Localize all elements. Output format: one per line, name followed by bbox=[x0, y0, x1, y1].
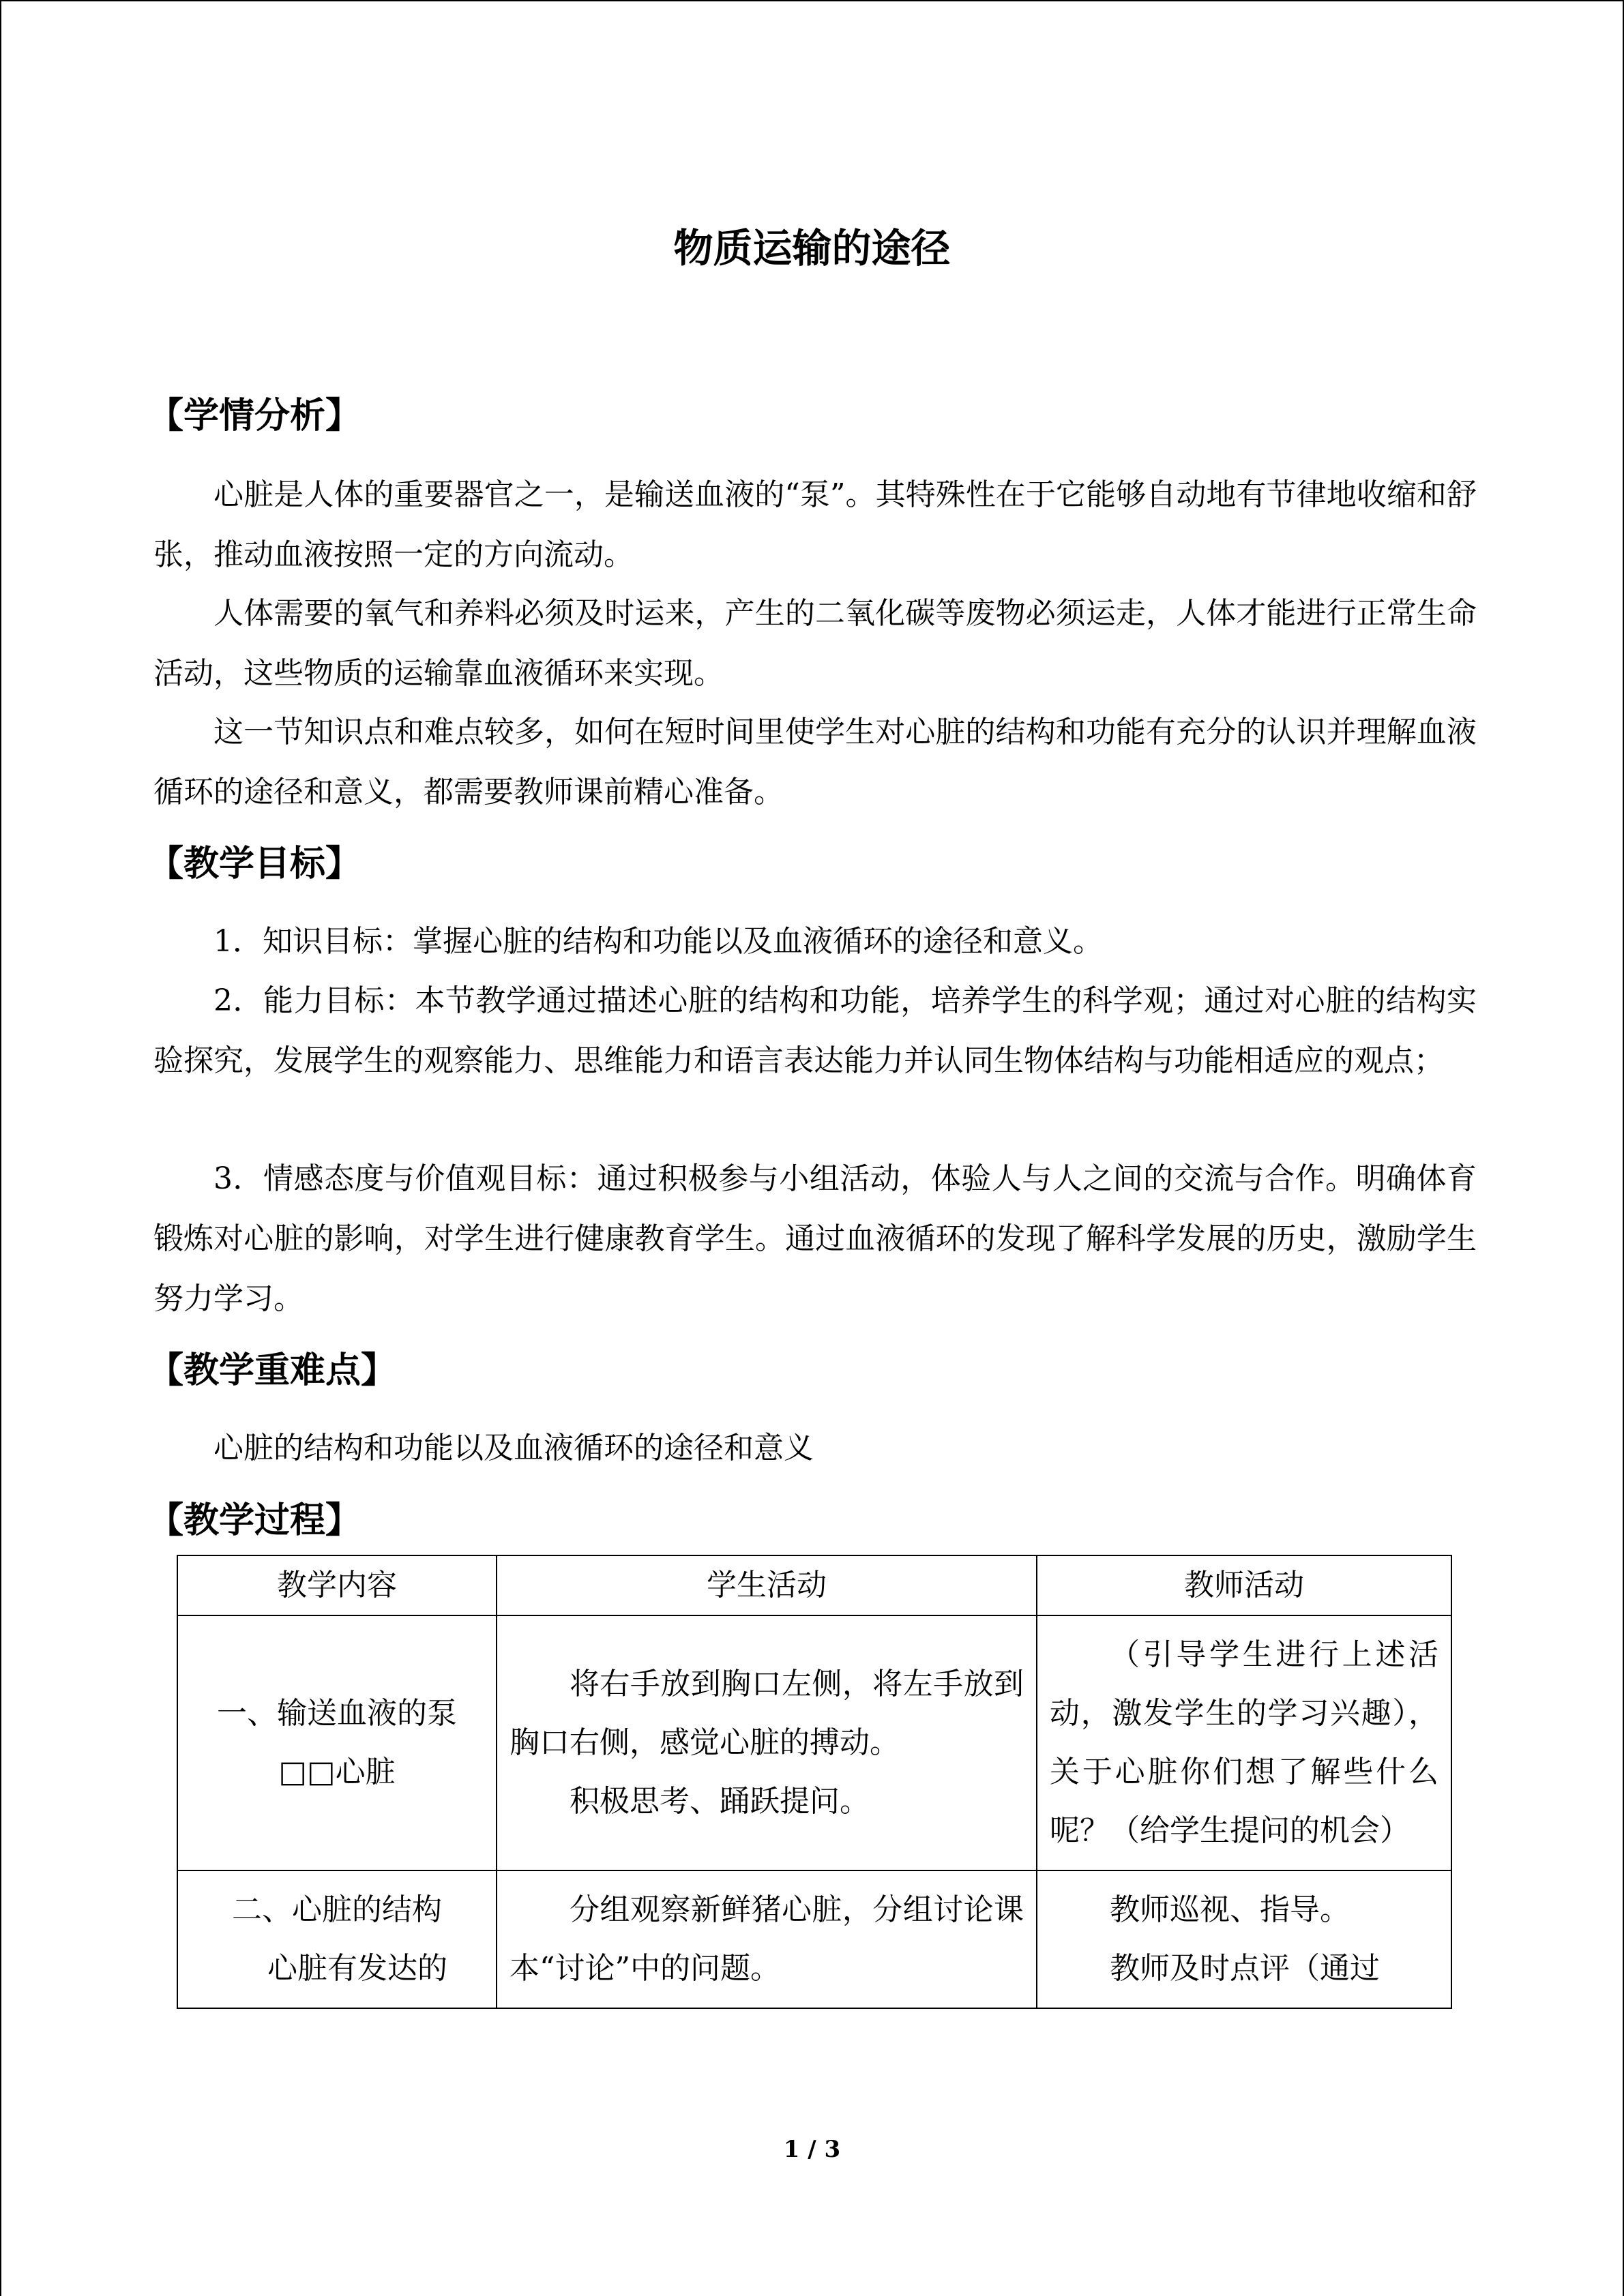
section-heading-process: 【教学过程】 bbox=[148, 1500, 361, 1541]
teaching-process-table bbox=[177, 1555, 1452, 2009]
section-heading-analysis: 【学情分析】 bbox=[148, 396, 361, 436]
goal-item-1: 1．知识目标：掌握心脏的结构和功能以及血液循环的途径和意义。 bbox=[213, 924, 1103, 959]
content-line: 心脏有发达的 bbox=[267, 1951, 447, 1986]
teacher-activity-text: （引导学生进行上述活动，激发学生的学习兴趣），关于心脏你们想了解些什么呢？（给学生提问的机会） bbox=[1050, 1637, 1438, 1848]
table-row bbox=[177, 1615, 1451, 1870]
table-header-content: 教学内容 bbox=[177, 1555, 497, 1615]
analysis-paragraph-2: 人体需要的氧气和养料必须及时运来，产生的二氧化碳等废物必须运走，人体才能进行正常生命活动，这些物质的运输靠血液循环来实现。 bbox=[153, 596, 1477, 691]
table-header-student: 学生活动 bbox=[497, 1555, 1037, 1615]
section-heading-keypoints: 【教学重难点】 bbox=[148, 1350, 397, 1391]
student-activity-text: 分组观察新鲜猪心脏，分组讨论课本“讨论”中的问题。 bbox=[510, 1892, 1024, 1986]
table-cell-student bbox=[497, 1615, 1037, 1870]
goal-item-3: 3．情感态度与价值观目标：通过积极参与小组活动，体验人与人之间的交流与合作。明确体育锻炼对心脏的影响，对学生进行健康教育学生。通过血液循环的发现了解科学发展的历史，激励学生努力学习。 bbox=[153, 1161, 1477, 1316]
page-number: 1 / 3 bbox=[783, 2136, 841, 2163]
student-activity-text: 积极思考、踊跃提问。 bbox=[570, 1784, 870, 1819]
keypoints-text: 心脏的结构和功能以及血液循环的途径和意义 bbox=[213, 1431, 814, 1465]
table-header-teacher: 教师活动 bbox=[1037, 1555, 1451, 1615]
student-activity-text: 将右手放到胸口左侧，将左手放到胸口右侧，感觉心脏的搏动。 bbox=[510, 1667, 1024, 1760]
analysis-paragraph-3: 这一节知识点和难点较多，如何在短时间里使学生对心脏的结构和功能有充分的认识并理解血液循环的途径和意义，都需要教师课前精心准备。 bbox=[153, 715, 1477, 809]
table-cell-teacher bbox=[1037, 1615, 1451, 1870]
analysis-paragraph-1: 心脏是人体的重要器官之一，是输送血液的“泵”。其特殊性在于它能够自动地有节律地收缩和舒张，推动血液按照一定的方向流动。 bbox=[153, 477, 1477, 572]
table-cell-content bbox=[177, 1615, 497, 1870]
goal-item-2: 2．能力目标：本节教学通过描述心脏的结构和功能，培养学生的科学观；通过对心脏的结构实验探究，发展学生的观察能力、思维能力和语言表达能力并认同生物体结构与功能相适应的观点； bbox=[153, 983, 1477, 1078]
table-row bbox=[177, 1870, 1451, 2008]
table-cell-teacher bbox=[1037, 1870, 1451, 2008]
content-line: □□心脏 bbox=[278, 1755, 396, 1789]
content-line: 二、心脏的结构 bbox=[232, 1892, 442, 1927]
table-cell-student bbox=[497, 1870, 1037, 2008]
section-heading-goals: 【教学目标】 bbox=[148, 844, 361, 884]
page-title: 物质运输的途径 bbox=[673, 225, 951, 271]
table-cell-content bbox=[177, 1870, 497, 2008]
table-header-row bbox=[177, 1555, 1451, 1615]
teacher-activity-text: 教师及时点评（通过 bbox=[1110, 1951, 1380, 1986]
content-line: 一、输送血液的泵 bbox=[217, 1696, 457, 1731]
teacher-activity-text: 教师巡视、指导。 bbox=[1110, 1892, 1350, 1927]
